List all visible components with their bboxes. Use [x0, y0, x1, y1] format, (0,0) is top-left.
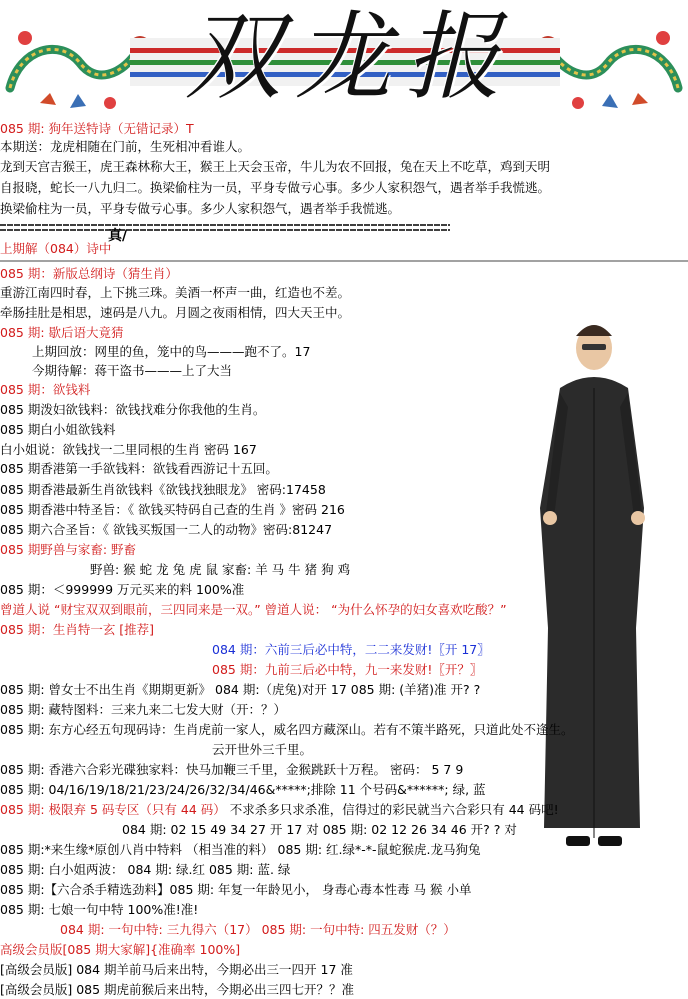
- content-line: 085 期: 七娘一句中特 100%准!准!: [0, 902, 199, 917]
- content-line: 曾道人说 “财宝双双到眼前，三四同来是一双。” 曾道人说： “为什么怀孕的妇女喜欢吃酸？”: [0, 602, 507, 617]
- content-line: 085 期白小姐欲钱料: [0, 422, 116, 437]
- content-line: [0, 802, 559, 818]
- content-line: [高级会员版] 085 期虎前猴后来出特，今期必出三四七开？？准: [0, 982, 355, 997]
- content-line: 085 期香港第一手欲钱料：欲钱看西游记十五回。: [0, 461, 278, 476]
- section-divider: [0, 259, 688, 263]
- content-line: 白小姐说：欲钱找一二里同根的生肖 密码 167: [0, 442, 257, 457]
- content-line: 085 期六合圣旨：《 欲钱买叛国一二人的动物》密码:81247: [0, 522, 333, 537]
- content-line: 085 期香港最新生肖欲钱料《欲钱找独眼龙》 密码:17458: [0, 482, 326, 497]
- masthead: [0, 0, 688, 120]
- content-line: 085 期：生肖特一玄 [推荐]: [0, 622, 155, 637]
- content-line: 085 期: 曾女士不出生肖《期期更新》 084 期:（虎兔)对开 17 085 期: (羊猪)准 开? ?: [0, 682, 481, 697]
- content-line: 今期待解：蒋干盗书———上了大当: [32, 363, 233, 378]
- top-poem-line-3: 换梁偷柱为一员，平身专做亏心事。多少人家积怨气，遇者举手我慌逃。: [0, 201, 401, 216]
- content-line: 高级会员版[085 期大家解]{准确率 100%]: [0, 942, 241, 957]
- content-line: 085 期: 藏特图料：三来九来二七发大财（开：？）: [0, 702, 287, 717]
- standing-man-figure: [522, 318, 662, 853]
- content-line: 085 期:*来生缘*原创八肖中特料 （相当准的料） 085 期: 红.绿*-*-鼠蛇猴虎.龙马狗兔: [0, 842, 481, 857]
- content-line: 084 期: 02 15 49 34 27 开 17 对 085 期: 02 12 26 34 46 开? ? 对: [122, 822, 517, 837]
- content-line: 085 期香港中特圣旨：《 欲钱买特码自己查的生肖 》密码 216: [0, 502, 345, 517]
- overlay-mark: 真/: [108, 228, 128, 244]
- content-line: 084 期：六前三后必中特，二二来发财!〖开 17〗: [212, 642, 490, 657]
- content-line: 085 期野兽与家畜: 野畜: [0, 542, 137, 557]
- content-line: 084 期: 一句中特: 三九得六（17） 085 期: 一句中特: 四五发财（？）: [60, 922, 456, 937]
- content-line: 085 期: 东方心经五句现码诗：生肖虎前一家人，威名四方藏深山。若有不策半路死，只道此处不逢生。: [0, 722, 574, 737]
- top-poem-line-2: 自报晓，蛇长一八九归二。换梁偷柱为一员，平身专做亏心事。多少人家积怨气，遇者举手我慌逃。: [0, 180, 551, 195]
- content-line: 085 期: 白小姐两波： 084 期: 绿.红 085 期: 蓝. 绿: [0, 862, 291, 877]
- last-issue-heading: 上期解（084）诗中: [0, 241, 112, 256]
- content-line: 085 期: 04/16/19/18/21/23/24/26/32/34/46&*****;排除 11 个号码&******; 绿, 蓝: [0, 782, 486, 797]
- double-divider: [0, 222, 688, 236]
- right-dragon-icon: [538, 8, 688, 120]
- content-line: 085 期：欲钱料: [0, 382, 91, 397]
- content-line: 085 期: 香港六合彩光碟独家料：快马加鞭三千里，金猴跳跃十万程。 密码： 5 7 9: [0, 762, 464, 777]
- top-heading: 085 期: 狗年送特诗（无错记录）T: [0, 121, 194, 136]
- left-dragon-icon: [0, 8, 150, 120]
- masthead-title: 双龙报: [185, 1, 515, 113]
- content-line: 牵肠挂肚是相思，速码是八九。月圆之夜雨相情，四大天王中。: [0, 305, 351, 320]
- content-line: 085 期: 歇后语大竟猜: [0, 325, 124, 340]
- content-line: 上期回放：网里的鱼，笼中的鸟———跑不了。17: [32, 344, 311, 359]
- content-line: 085 期:【六合杀手精选劲料】085 期: 年复一年龄见小， 身毒心毒本性毒 马 猴 小单: [0, 882, 472, 897]
- content-line: 085 期：＜999999 万元买来的料 100%准: [0, 582, 245, 597]
- mixed-line-black-part: 不求杀多只求杀准，信得过的彩民就当六合彩只有 44 码吧!: [225, 802, 559, 817]
- content-line: 085 期泼妇欲钱料：欲钱找难分你我他的生肖。: [0, 402, 266, 417]
- mixed-line-red-part: 085 期: 极限弃 5 码专区（只有 44 码）: [0, 802, 226, 817]
- content-line: 云开世外三千里。: [212, 742, 313, 757]
- content-line: [高级会员版] 084 期羊前马后来出特，今期必出三一四开 17 准: [0, 962, 353, 977]
- content-line: 085 期：新版总纲诗（猜生肖）: [0, 266, 178, 281]
- content-line: 野兽: 猴 蛇 龙 兔 虎 鼠 家畜: 羊 马 牛 猪 狗 鸡: [90, 562, 351, 577]
- content-line: 重游江南四时春，上下挑三珠。美酒一杯声一曲，红造也不差。: [0, 285, 351, 300]
- top-summary: 本期送：龙虎相随在门前，生死相冲看谁人。: [0, 139, 251, 154]
- content-line: 085 期：九前三后必中特，九一来发财!〖开？〗: [212, 662, 483, 677]
- top-poem-line-1: 龙到天宫吉猴王，虎王森林称大王，猴王上天会玉帝，牛儿为农不回报，兔在天上不吃草，鸡到天明: [0, 159, 551, 174]
